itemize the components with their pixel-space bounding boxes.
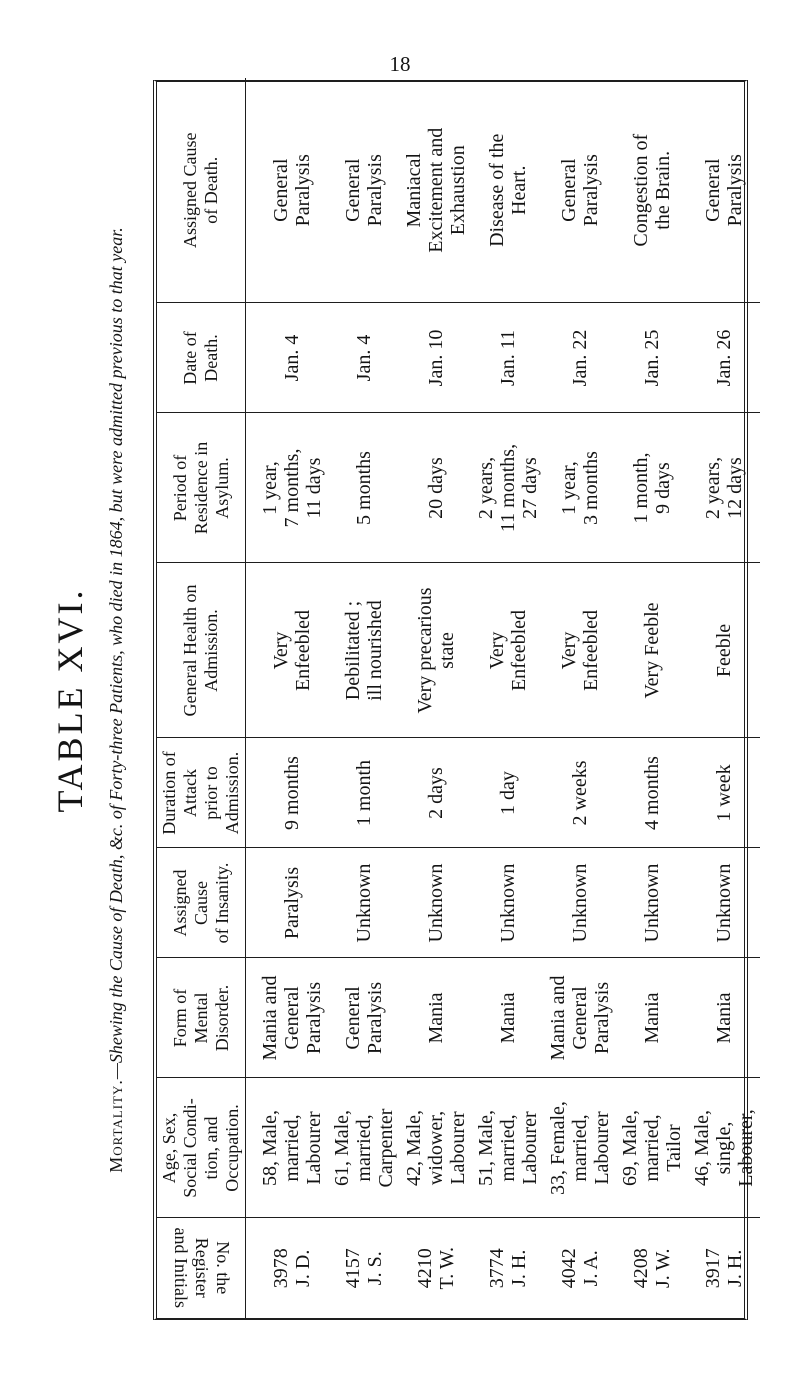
cell-date: Jan. 26 <box>688 303 760 413</box>
table-row <box>246 78 329 1318</box>
table-row <box>544 78 616 1318</box>
table-row <box>616 78 688 1318</box>
header-form-of-disorder: Form of Mental Disorder. <box>157 958 246 1078</box>
cell-form: Mania <box>688 958 760 1078</box>
table-header-row <box>157 78 246 1318</box>
cell-age-sex: 69, Male, married, Tailor <box>616 1078 688 1218</box>
cell-period: 1 year, 7 months, 11 days <box>246 413 329 563</box>
cell-health: Feeble <box>688 563 760 738</box>
rotated-page-content <box>40 70 760 1330</box>
cell-cause: Unknown <box>328 848 400 958</box>
cell-form: Mania <box>616 958 688 1078</box>
header-register-no: No. the Register and Initials <box>157 1218 246 1318</box>
cell-cause-of-death: General Paralysis <box>558 154 602 227</box>
cell-date: Jan. 10 <box>400 303 472 413</box>
cell-health: Very Enfeebled <box>246 563 329 738</box>
cell-health: Very Feeble <box>616 563 688 738</box>
table-title: TABLE XVI. <box>50 587 90 813</box>
cell-duration: 1 month <box>328 738 400 848</box>
cell-register-no: 4210 T. W. <box>400 1218 472 1318</box>
cell-register-no: 3774 J. H. <box>472 1218 544 1318</box>
cell-duration: 4 months <box>616 738 688 848</box>
cell-health: Very precarious state <box>400 563 472 738</box>
cell-duration: 2 weeks <box>544 738 616 848</box>
subtitle-text: —Shewing the Cause of Death, &c. of Forty-three Patients, who died in 1864, but were admitted previous to that year. <box>106 227 126 1080</box>
subtitle-lead: Mortality. <box>106 1079 126 1173</box>
header-date-of-death: Date of Death. <box>157 303 246 413</box>
table-row <box>688 78 760 1318</box>
cell-cause: Unknown <box>616 848 688 958</box>
cell-period: 20 days <box>400 413 472 563</box>
header-duration-of-attack: Duration of Attack prior to Admission. <box>157 738 246 848</box>
page-number: 18 <box>389 52 411 76</box>
cell-period: 1 year, 3 months <box>544 413 616 563</box>
cell-register-no: 4157 J. S. <box>328 1218 400 1318</box>
header-age-sex: Age, Sex, Social Condi- tion, and Occupation. <box>157 1078 246 1218</box>
cell-cause-of-death: Congestion of the Brain. <box>630 133 674 247</box>
cell-age-sex: 33, Female, married, Labourer <box>544 1078 616 1218</box>
cell-duration: 1 day <box>472 738 544 848</box>
cell-duration: 9 months <box>246 738 329 848</box>
header-general-health: General Health on Admission. <box>157 563 246 738</box>
cell-cause: Unknown <box>472 848 544 958</box>
cell-period: 1 month, 9 days <box>616 413 688 563</box>
mortality-table <box>153 80 757 1320</box>
cell-age-sex: 58, Male, married, Labourer <box>246 1078 329 1218</box>
cell-cause-of-death: General Paralysis <box>702 154 746 227</box>
cell-age-sex: 42, Male, widower, Labourer <box>400 1078 472 1218</box>
cell-duration: 2 days <box>400 738 472 848</box>
cell-cause-of-death: General Paralysis <box>342 154 386 227</box>
cell-cause: Paralysis <box>246 848 329 958</box>
cell-date: Jan. 22 <box>544 303 616 413</box>
header-cause-of-insanity: Assigned Cause of Insanity. <box>157 848 246 958</box>
cell-health: Debilitated ; ill nourished <box>328 563 400 738</box>
cell-cause: Unknown <box>688 848 760 958</box>
cell-age-sex: 51, Male, married, Labourer <box>472 1078 544 1218</box>
table-row <box>472 78 544 1318</box>
header-period-of-residence: Period of Residence in Asylum. <box>157 413 246 563</box>
cell-period: 5 months <box>328 413 400 563</box>
cell-form: General Paralysis <box>328 958 400 1078</box>
cell-cause: Unknown <box>400 848 472 958</box>
cell-health: Very Enfeebled <box>544 563 616 738</box>
cell-period: 2 years, 12 days <box>688 413 760 563</box>
cell-period: 2 years, 11 months, 27 days <box>472 413 544 563</box>
cell-form: Mania <box>400 958 472 1078</box>
cell-age-sex: 61, Male, married, Carpenter <box>328 1078 400 1218</box>
cell-cause-of-death: Disease of the Heart. <box>486 133 530 247</box>
cell-cause-of-death: General Paralysis <box>270 154 314 227</box>
cell-date: Jan. 25 <box>616 303 688 413</box>
cell-date: Jan. 4 <box>328 303 400 413</box>
cell-health: Very Enfeebled <box>472 563 544 738</box>
cell-cause: Unknown <box>544 848 616 958</box>
cell-form: Mania and General Paralysis <box>246 958 329 1078</box>
cell-register-no: 4042 J. A. <box>544 1218 616 1318</box>
cell-register-no: 3917 J. H. <box>688 1218 760 1318</box>
cell-cause-of-death: Maniacal Excitement and Exhaustion <box>403 127 469 253</box>
cell-age-sex: 46, Male, single, Labourer, <box>688 1078 760 1218</box>
cell-form: Mania <box>472 958 544 1078</box>
cell-duration: 1 week <box>688 738 760 848</box>
cell-register-no: 4208 J. W. <box>616 1218 688 1318</box>
table-row <box>400 78 472 1318</box>
cell-date: Jan. 11 <box>472 303 544 413</box>
cell-register-no: 3978 J. D. <box>246 1218 329 1318</box>
table-row <box>328 78 400 1318</box>
table-subtitle <box>106 70 140 1330</box>
header-cause-of-death: Assigned Cause of Death. <box>157 78 246 303</box>
cell-date: Jan. 4 <box>246 303 329 413</box>
cell-form: Mania and General Paralysis <box>544 958 616 1078</box>
